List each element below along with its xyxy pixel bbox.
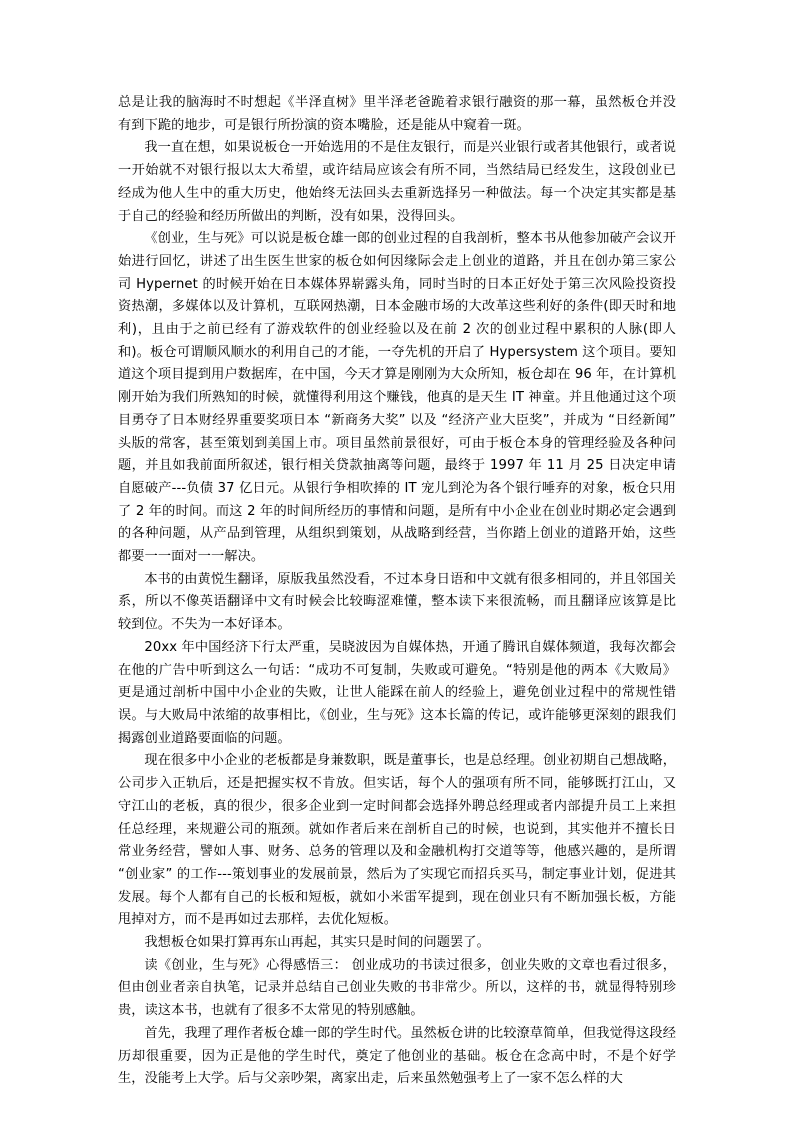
paragraph-6: 现在很多中小企业的老板都是身兼数职，既是董事长，也是总经理。创业初期自己想战略，公司步入正轨后，还是把握实权不肯放。但实话，每个人的强项有所不同，能够既打江山，又守江山的老板，真的很少，很多企业到一定时间都会选择外聘总经理或者内部提升员工上来担任总经理，来规避公司的瓶颈。就如作者后来在剖析自己的时候，也说到，其实他并不擅长日常业务经营，譬如人事、财务、总务的管理以及和金融机构打交道等等，他感兴趣的，是所谓 “创业家” 的工作---策划事业的发展前景，然后为了实现它而招兵买马，制定事业计划，促进其发展。每个人都有自己的长板和短板，就如小米雷军提到，现在创业只有不断加强长板，方能甩掉对方，而不是再如过去那样，去优化短板。 (118, 753, 676, 928)
paragraph-1: 总是让我的脑海时不时想起《半泽直树》里半泽老爸跪着求银行融资的那一幕，虽然板仓并没有到下跪的地步，可是银行所扮演的资本嘴脸，还是能从中窥着一斑。 (118, 95, 676, 133)
paragraph-9: 首先，我理了理作者板仓雄一郎的学生时代。虽然板仓讲的比较潦草简单，但我觉得这段经历却很重要，因为正是他的学生时代，奠定了他创业的基础。板仓在念高中时，不是个好学生，没能考上大学。后与父亲吵架，离家出走，后来虽然勉强考上了一家不怎么样的大 (118, 1025, 676, 1087)
paragraph-4: 本书的由黄悦生翻译，原版我虽然没看，不过本身日语和中文就有很多相同的，并且邻国关系，所以不像英语翻译中文有时候会比较晦涩难懂，整本读下来很流畅，而且翻译应该算是比较到位。不失为一本好译本。 (118, 571, 676, 633)
paragraph-7: 我想板仓如果打算再东山再起，其实只是时间的问题罢了。 (144, 935, 490, 951)
paragraph-8: 读《创业，生与死》心得感悟三： 创业成功的书读过很多，创业失败的文章也看过很多，但由创业者亲自执笔，记录并总结自己创业失败的书非常少。所以，这样的书，就显得特别珍贵，读这本书，也就有了很多不太常见的特别感触。 (118, 957, 676, 1019)
paragraph-3: 《创业，生与死》可以说是板仓雄一郎的创业过程的自我剖析，整本书从他参加破产会议开始进行回忆，讲述了出生医生世家的板仓如何因缘际会走上创业的道路，并且在创办第三家公司 Hypernet 的时候开始在日本媒体界崭露头角，同时当时的日本正好处于第三次风险投资投资热潮，多媒体以及计算机，互联网热潮，日本金融市场的大改革这些利好的条件(即天时和地利)，且由于之前已经有了游戏软件的创业经验以及在前 2 次的创业过程中累积的人脉(即人和)。板仓可谓顺风顺水的利用自己的才能，一夺先机的开启了 Hypersystem 这个项目。要知道这个项目提到用户数据库，在中国，今天才算是刚刚为大众所知，板仓却在 96 年，在计算机刚开始为我们所熟知的时候，就懂得利用这个赚钱，他真的是天生 IT 神童。并且他通过这个项目勇夺了日本财经界重要奖项日本 “新商务大奖” 以及 “经济产业大臣奖”，并成为 “日经新闻” 头版的常客，甚至策划到美国上市。项目虽然前景很好，可由于板仓本身的管理经验及各种问题，并且如我前面所叙述，银行相关贷款抽离等问题，最终于 1997 年 11 月 25 日决定申请自愿破产---负债 37 亿日元。从银行争相吹捧的 IT 宠儿到沦为各个银行唾弃的对象，板仓只用了 2 年的时间。而这 2 年的时间所经历的事情和问题，是所有中小企业在创业时期必定会遇到的各种问题，从产品到管理，从组织到策划，从战略到经营，当你踏上创业的道路开始，这些都要一一面对一一解决。 (118, 231, 676, 565)
paragraph-5: 20xx 年中国经济下行太严重，吴晓波因为自媒体热，开通了腾讯自媒体频道，我每次都会在他的广告中听到这么一句话：“成功不可复制，失败或可避免。“特别是他的两本《大败局》更是通过剖析中国中小企业的失败，让世人能踩在前人的经验上，避免创业过程中的常规性错误。与大败局中浓缩的故事相比，《创业，生与死》这本长篇的传记，或许能够更深刻的跟我们揭露创业道路要面临的问题。 (118, 639, 676, 746)
document-body (118, 92, 676, 1091)
paragraph-2: 我一直在想，如果说板仓一开始选用的不是住友银行，而是兴业银行或者其他银行，或者说一开始就不对银行报以太大希望，或许结局应该会有所不同，当然结局已经发生，这段创业已经成为他人生中的重大历史，他始终无法回头去重新选择另一种做法。每一个决定其实都是基于自己的经验和经历所做出的判断，没有如果，没得回头。 (118, 140, 676, 224)
